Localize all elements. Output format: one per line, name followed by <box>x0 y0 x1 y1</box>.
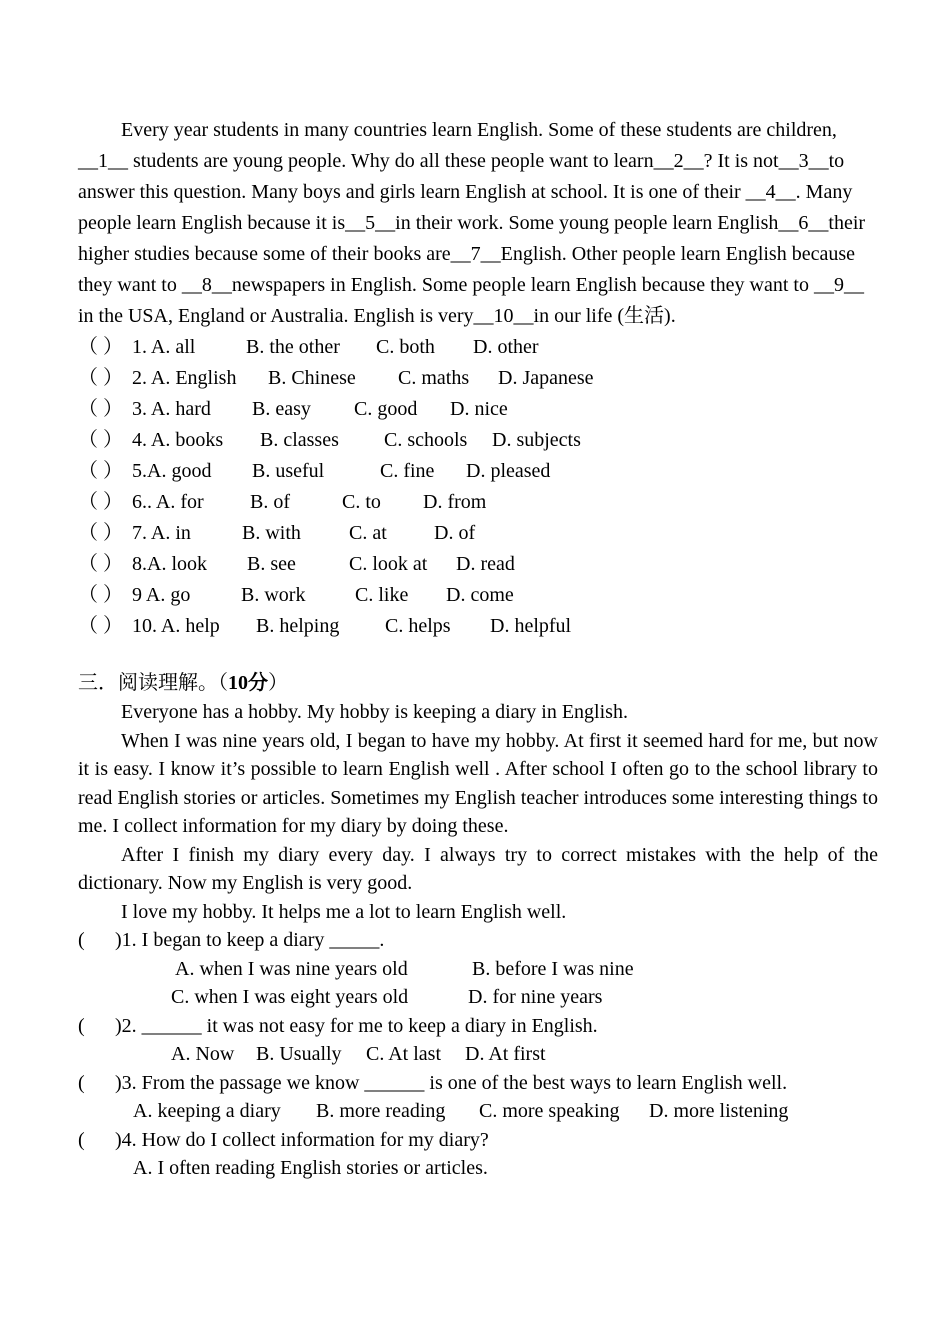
answer-blank[interactable]: （ ） <box>78 553 123 575</box>
option-b: B. work <box>241 584 306 606</box>
reading-question-1 <box>78 926 878 955</box>
option-b: B. with <box>242 522 301 544</box>
option-a: 6.. A. for <box>132 491 204 513</box>
reading-paragraph: After I finish my diary every day. I always try to correct mistakes with the help of the dictionary. Now my English is very good. <box>78 843 878 894</box>
option-c: C. to <box>342 491 381 513</box>
option-b: B. helping <box>256 615 340 637</box>
option-a: 3. A. hard <box>132 398 211 420</box>
reading-passage <box>78 698 878 926</box>
option-a: 5.A. good <box>132 460 212 482</box>
cloze-question-6 <box>78 487 878 518</box>
reading-options <box>78 983 878 1012</box>
reading-options <box>78 1097 878 1126</box>
option-c: C. fine <box>380 460 435 482</box>
reading-options <box>78 955 878 984</box>
option-b: B. easy <box>252 398 311 420</box>
option-a: 2. A. English <box>132 367 237 389</box>
option-b: B. classes <box>260 429 339 451</box>
answer-blank[interactable]: （ ） <box>78 460 123 482</box>
reading-options <box>78 1154 878 1183</box>
exam-page <box>78 115 878 1183</box>
question-stem: )2. ______ it was not easy for me to keep a diary in English. <box>115 1014 598 1037</box>
option-c: C. maths <box>398 367 470 389</box>
option-d: D. subjects <box>492 429 581 451</box>
option-d: D. helpful <box>490 615 572 637</box>
question-stem: )1. I began to keep a diary _____. <box>115 929 385 951</box>
option-b: B. Chinese <box>268 367 356 389</box>
option-a: A. Now <box>171 1043 235 1065</box>
section-heading <box>78 668 878 698</box>
reading-paragraph: Everyone has a hobby. My hobby is keeping a diary in English. <box>121 701 628 723</box>
option-a: 10. A. help <box>132 615 220 637</box>
cloze-options <box>78 332 878 642</box>
option-b: B. the other <box>246 336 340 358</box>
option-d: D. other <box>473 336 539 358</box>
answer-blank[interactable]: （ ） <box>78 429 123 451</box>
option-b: B. Usually <box>256 1043 342 1065</box>
option-a: A. I often reading English stories or articles. <box>133 1157 488 1179</box>
answer-blank[interactable]: ( <box>78 1128 85 1151</box>
option-c: C. when I was eight years old <box>171 986 409 1008</box>
option-c: C. At last <box>366 1043 442 1065</box>
option-d: D. nice <box>450 398 508 420</box>
cloze-question-8 <box>78 549 878 580</box>
heading-close: ） <box>268 672 288 694</box>
reading-question-3 <box>78 1069 878 1098</box>
cloze-question-5 <box>78 456 878 487</box>
option-a: 1. A. all <box>132 336 196 358</box>
option-c: C. look at <box>349 553 428 575</box>
cloze-question-4 <box>78 425 878 456</box>
reading-question-2 <box>78 1012 878 1041</box>
answer-blank[interactable]: （ ） <box>78 336 123 358</box>
option-d: D. for nine years <box>468 986 603 1008</box>
answer-blank[interactable]: （ ） <box>78 367 123 389</box>
answer-blank[interactable]: （ ） <box>78 584 123 606</box>
option-a: 7. A. in <box>132 522 191 544</box>
option-a: 9 A. go <box>132 584 191 606</box>
option-d: D. from <box>423 491 487 513</box>
heading-text: 三．阅读理解。（ <box>78 672 228 694</box>
option-a: A. keeping a diary <box>133 1100 281 1122</box>
option-d: D. of <box>434 522 476 544</box>
option-a: A. when I was nine years old <box>175 957 408 980</box>
option-b: B. before I was nine <box>472 957 634 980</box>
option-c: C. schools <box>384 429 468 451</box>
option-b: B. useful <box>252 460 325 482</box>
option-b: B. more reading <box>316 1100 446 1122</box>
option-c: C. at <box>349 522 387 544</box>
cloze-question-3 <box>78 394 878 425</box>
option-c: C. good <box>354 398 418 420</box>
option-b: B. see <box>247 553 296 575</box>
cloze-question-2 <box>78 363 878 394</box>
reading-question-4 <box>78 1126 878 1155</box>
question-stem: )4. How do I collect information for my diary? <box>115 1128 489 1151</box>
option-a: 4. A. books <box>132 429 224 451</box>
reading-questions <box>78 926 878 1183</box>
option-c: C. both <box>376 336 435 358</box>
cloze-passage: Every year students in many countries learn English. Some of these students are children, __1__ students are young people. Why do all these people want to learn__2__? It is not__3__to answer this question. Many boys and girls learn English at school. It is one of their __4__. Many people learn English because it is__5__in their work. Some young people learn English__6__their higher studies because some of their books are__7__English. Other people learn English because they want to __8__newspapers in English. Some people learn English because they want to __9__ in the USA, England or Australia. English is very__10__in our life (生活). <box>78 119 866 327</box>
option-d: D. come <box>446 584 514 606</box>
answer-blank[interactable]: （ ） <box>78 615 123 637</box>
cloze-question-9 <box>78 580 878 611</box>
option-d: D. At first <box>465 1043 546 1065</box>
answer-blank[interactable]: ( <box>78 1071 85 1094</box>
heading-score: 10分 <box>228 672 268 694</box>
cloze-section <box>78 115 878 642</box>
cloze-question-7 <box>78 518 878 549</box>
answer-blank[interactable]: （ ） <box>78 491 123 513</box>
option-a: 8.A. look <box>132 553 207 575</box>
reading-paragraph: I love my hobby. It helps me a lot to learn English well. <box>121 900 567 923</box>
answer-blank[interactable]: ( <box>78 929 85 951</box>
option-b: B. of <box>250 491 290 513</box>
answer-blank[interactable]: （ ） <box>78 522 123 544</box>
option-d: D. pleased <box>466 460 551 482</box>
cloze-question-1 <box>78 332 878 363</box>
answer-blank[interactable]: （ ） <box>78 398 123 420</box>
question-stem: )3. From the passage we know ______ is one of the best ways to learn English well. <box>115 1071 788 1094</box>
option-d: D. read <box>456 553 515 575</box>
option-c: C. helps <box>385 615 451 637</box>
cloze-question-10 <box>78 611 878 642</box>
option-d: D. more listening <box>649 1100 789 1122</box>
answer-blank[interactable]: ( <box>78 1014 85 1037</box>
option-c: C. like <box>355 584 409 606</box>
option-d: D. Japanese <box>498 367 594 389</box>
reading-options <box>78 1040 878 1069</box>
reading-paragraph: When I was nine years old, I began to have my hobby. At first it seemed hard for me, but now it is easy. I know it’s possible to learn English well . After school I often go to the school library to read English stories or articles. Sometimes my English teacher introduces some interesting things to me. I collect information for my diary by doing these. <box>78 729 878 837</box>
option-c: C. more speaking <box>479 1100 620 1122</box>
